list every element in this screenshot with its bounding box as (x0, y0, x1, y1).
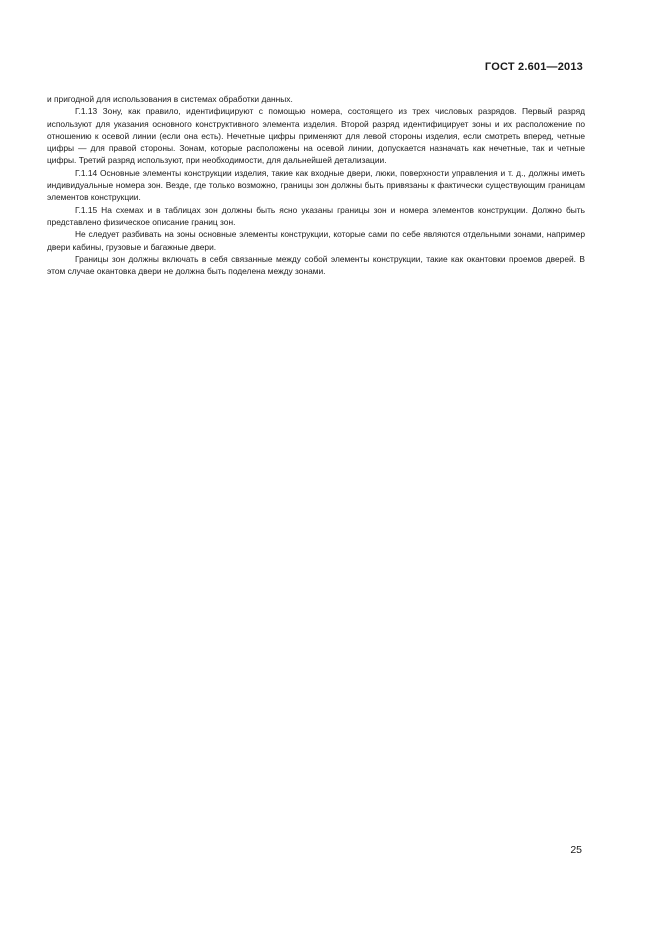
paragraph-g-1-15: Г.1.15 На схемах и в таблицах зон должны быть ясно указаны границы зон и номера элементов конструкции. Должно быть представлено физическое описание границ зон. (47, 204, 585, 227)
body-text (47, 93, 585, 277)
document-code-header: ГОСТ 2.601—2013 (484, 61, 583, 73)
paragraph-g-1-13: Г.1.13 Зону, как правило, идентифицируют с помощью номера, состоящего из трех числовых разрядов. Первый разряд используют для указания основного конструктивного элемента изделия. Второй разряд идентифицирует зоны и их расположение по отношению к осевой линии (если она есть). Нечетные цифры применяют для левой стороны изделия, если смотреть вперед, четные цифры — для правой стороны. Зонам, которые расположены на осевой линии, допускается назначать как нечетные, так и четные цифры. Третий разряд используют, при необходимости, для дальнейшей детализации. (47, 106, 585, 166)
paragraph-zone-boundaries: Границы зон должны включать в себя связанные между собой элементы конструкции, такие как окантовки проемов дверей. В этом случае окантовка двери не должна быть поделена между зонами. (47, 253, 585, 277)
paragraph-g-1-14: Г.1.14 Основные элементы конструкции изделия, такие как входные двери, люки, поверхности управления и т. д., должны иметь индивидуальные номера зон. Везде, где только возможно, границы зон должны быть привязаны к фактически существующим границам элементов конструкции. (47, 167, 585, 203)
page-number: 25 (570, 844, 582, 856)
paragraph-zones-doors: Не следует разбивать на зоны основные элементы конструкции, которые сами по себе являются отдельными зонами, например двери кабины, грузовые и багажные двери. (47, 229, 585, 252)
paragraph-continuation: и пригодной для использования в системах обработки данных. (47, 94, 293, 104)
